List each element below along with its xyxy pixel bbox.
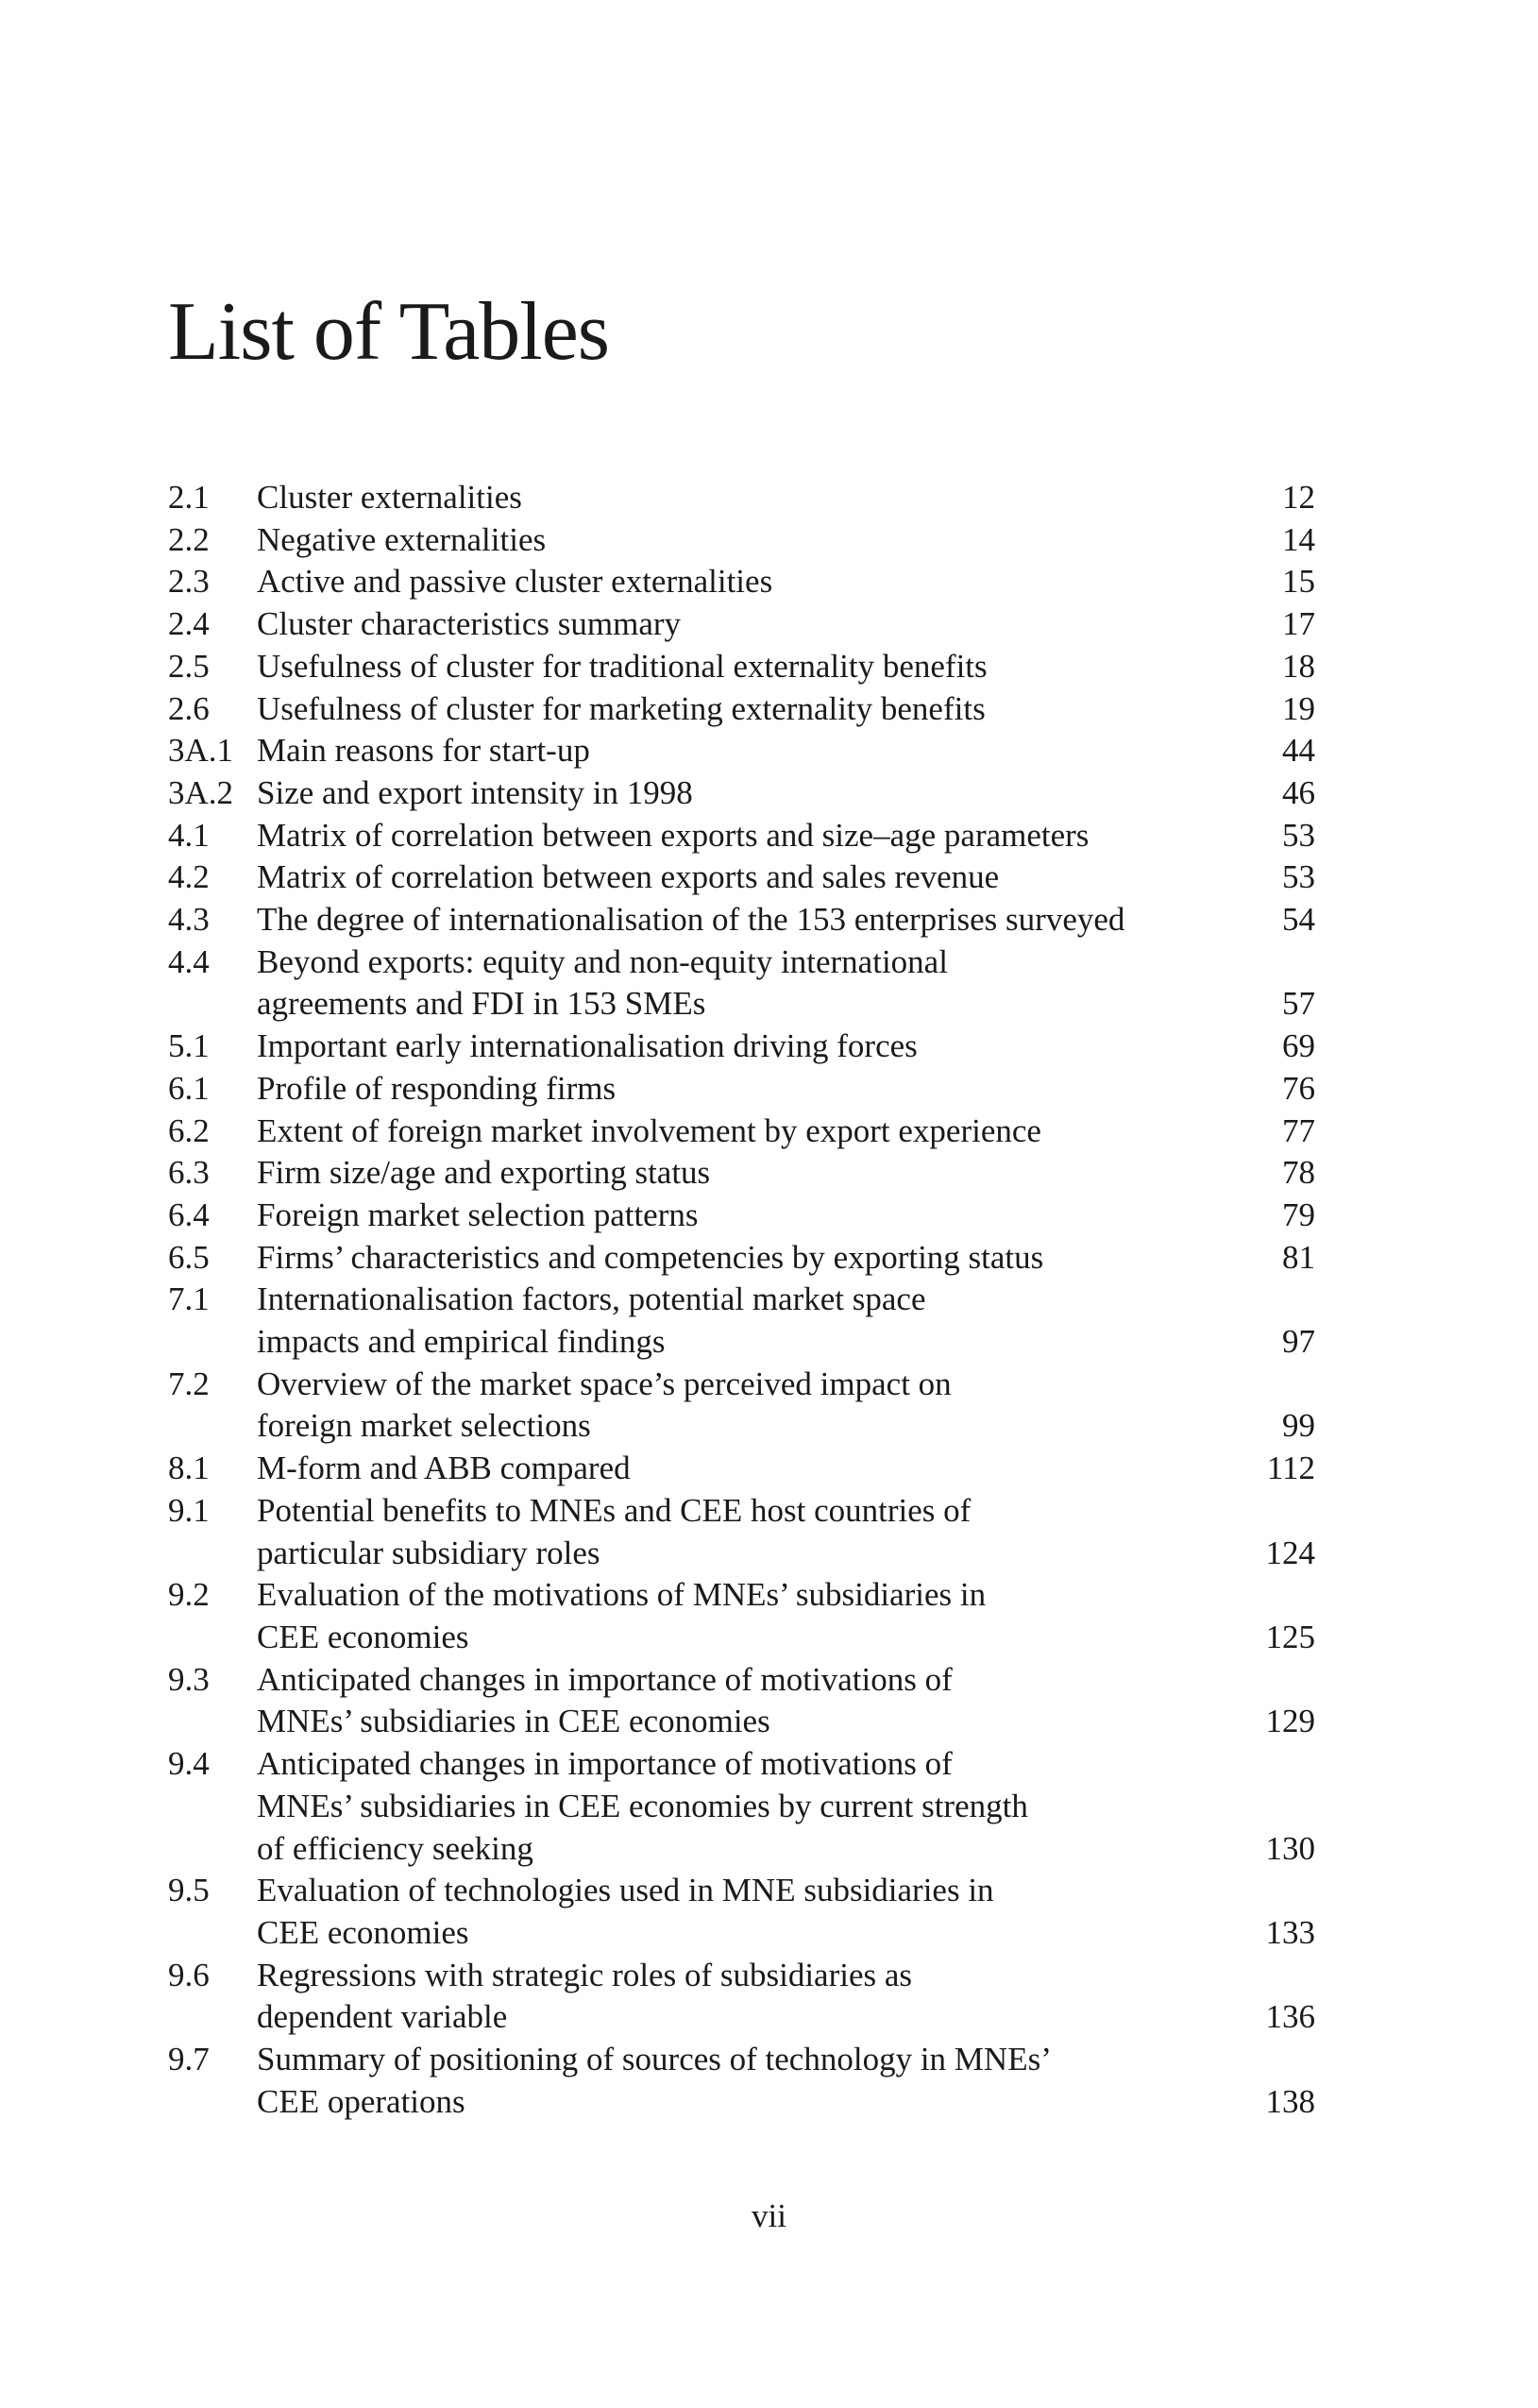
table-entry <box>168 1152 1315 1195</box>
table-number: 9.2 <box>168 1576 210 1614</box>
table-list <box>168 477 1315 2123</box>
table-title-line: Profile of responding firms <box>257 1069 617 1107</box>
table-title-line: Regressions with strategic roles of subsidiaries as <box>257 1956 913 1993</box>
table-title <box>257 1152 1192 1195</box>
table-title-line: Evaluation of the motivations of MNEs’ subsidiaries in <box>257 1576 987 1614</box>
table-page-number: 14 <box>1282 520 1315 558</box>
table-title <box>257 2039 1192 2123</box>
table-title-line: Negative externalities <box>257 520 547 558</box>
table-entry <box>168 603 1315 646</box>
table-entry <box>168 772 1315 815</box>
table-title-line: agreements and FDI in 153 SMEs <box>257 985 706 1023</box>
table-page-number: 79 <box>1282 1196 1315 1233</box>
table-entry <box>168 899 1315 941</box>
table-number: 6.2 <box>168 1111 210 1149</box>
table-title <box>257 1448 1192 1490</box>
table-title-line: foreign market selections <box>257 1407 591 1445</box>
table-entry <box>168 730 1315 772</box>
table-title <box>257 1195 1192 1237</box>
table-title <box>257 1026 1192 1068</box>
table-number: 3A.2 <box>168 773 234 811</box>
table-page-number: 57 <box>1282 985 1315 1023</box>
table-entry <box>168 815 1315 857</box>
table-entry <box>168 477 1315 519</box>
table-entry <box>168 1111 1315 1153</box>
table-title <box>257 477 1192 519</box>
table-title <box>257 561 1192 603</box>
table-title <box>257 1743 1192 1870</box>
table-title-line: Matrix of correlation between exports and size–age parameters <box>257 816 1090 854</box>
table-title-line: CEE economies <box>257 1618 469 1655</box>
table-title-line: particular subsidiary roles <box>257 1534 600 1571</box>
table-number: 2.2 <box>168 520 210 558</box>
table-title-line: Internationalisation factors, potential market space <box>257 1280 926 1318</box>
table-title-line: impacts and empirical findings <box>257 1323 666 1361</box>
table-page-number: 76 <box>1282 1069 1315 1107</box>
table-number: 9.4 <box>168 1745 210 1783</box>
table-title <box>257 646 1192 688</box>
table-entry <box>168 646 1315 688</box>
table-title-line: Cluster characteristics summary <box>257 605 682 643</box>
table-title-line: Active and passive cluster externalities <box>257 563 773 601</box>
table-entry <box>168 1279 1315 1363</box>
table-number: 6.5 <box>168 1238 210 1276</box>
table-title <box>257 815 1192 857</box>
table-entry <box>168 561 1315 603</box>
table-title <box>257 688 1192 731</box>
table-title-line: Firm size/age and exporting status <box>257 1154 711 1192</box>
table-title-line: Cluster externalities <box>257 479 522 516</box>
table-entry <box>168 1026 1315 1068</box>
table-title <box>257 1237 1192 1280</box>
table-number: 2.3 <box>168 563 210 601</box>
table-page-number: 77 <box>1282 1111 1315 1149</box>
table-entry <box>168 1574 1315 1658</box>
table-number: 4.4 <box>168 942 210 980</box>
table-number: 2.6 <box>168 689 210 727</box>
table-page-number: 53 <box>1282 858 1315 896</box>
table-title-line: Beyond exports: equity and non-equity international <box>257 942 948 980</box>
table-entry <box>168 941 1315 1026</box>
table-page-number: 129 <box>1265 1703 1315 1740</box>
table-number: 5.1 <box>168 1027 210 1065</box>
table-number: 9.1 <box>168 1491 210 1529</box>
table-page-number: 138 <box>1265 2082 1315 2120</box>
table-entry <box>168 1955 1315 2039</box>
table-title <box>257 1574 1192 1658</box>
table-entry <box>168 1490 1315 1574</box>
table-page-number: 133 <box>1265 1913 1315 1951</box>
table-title <box>257 1490 1192 1574</box>
table-number: 4.2 <box>168 858 210 896</box>
table-title <box>257 1870 1192 1954</box>
page-number: vii <box>752 2197 786 2234</box>
table-entry <box>168 1195 1315 1237</box>
table-title-line: Usefulness of cluster for traditional externality benefits <box>257 647 988 685</box>
table-number: 6.3 <box>168 1154 210 1192</box>
table-page-number: 19 <box>1282 689 1315 727</box>
table-number: 2.5 <box>168 647 210 685</box>
table-title <box>257 772 1192 815</box>
table-page-number: 99 <box>1282 1407 1315 1445</box>
page-title: List of Tables <box>168 286 610 378</box>
table-title-line: Main reasons for start-up <box>257 732 590 770</box>
table-page-number: 44 <box>1282 732 1315 770</box>
table-title-line: The degree of internationalisation of the 153 enterprises surveyed <box>257 901 1125 939</box>
table-title-line: CEE economies <box>257 1913 469 1951</box>
table-page-number: 136 <box>1265 1998 1315 2036</box>
table-title-line: Anticipated changes in importance of motivations of <box>257 1660 953 1698</box>
table-number: 9.5 <box>168 1872 210 1909</box>
table-page-number: 46 <box>1282 773 1315 811</box>
table-number: 9.3 <box>168 1660 210 1698</box>
table-entry <box>168 1743 1315 1870</box>
table-title-line: Evaluation of technologies used in MNE subsidiaries in <box>257 1872 994 1909</box>
table-title <box>257 1068 1192 1111</box>
table-entry <box>168 1237 1315 1280</box>
table-page-number: 69 <box>1282 1027 1315 1065</box>
table-title-line: Summary of positioning of sources of technology in MNEs’ <box>257 2041 1052 2078</box>
table-number: 4.3 <box>168 901 210 939</box>
table-entry <box>168 2039 1315 2123</box>
table-title-line: Important early internationalisation driving forces <box>257 1027 918 1065</box>
table-title-line: of efficiency seeking <box>257 1829 533 1867</box>
table-page-number: 125 <box>1265 1618 1315 1655</box>
table-title-line: dependent variable <box>257 1998 508 2036</box>
table-page-number: 112 <box>1266 1450 1315 1487</box>
table-title <box>257 899 1192 941</box>
table-entry <box>168 519 1315 562</box>
table-title <box>257 941 1192 1026</box>
table-page-number: 17 <box>1282 605 1315 643</box>
table-title <box>257 1955 1192 2039</box>
table-number: 6.1 <box>168 1069 210 1107</box>
table-title-line: Overview of the market space’s perceived impact on <box>257 1365 952 1402</box>
table-entry <box>168 1068 1315 1111</box>
table-page-number: 124 <box>1265 1534 1315 1571</box>
table-number: 9.6 <box>168 1956 210 1993</box>
table-entry <box>168 856 1315 899</box>
table-title-line: MNEs’ subsidiaries in CEE economies <box>257 1703 770 1740</box>
table-page-number: 130 <box>1265 1829 1315 1867</box>
table-entry <box>168 688 1315 731</box>
table-page-number: 81 <box>1282 1238 1315 1276</box>
table-page-number: 12 <box>1282 479 1315 516</box>
table-page-number: 18 <box>1282 647 1315 685</box>
table-title-line: Size and export intensity in 1998 <box>257 773 693 811</box>
table-title-line: MNEs’ subsidiaries in CEE economies by current strength <box>257 1787 1028 1824</box>
table-title <box>257 603 1192 646</box>
table-title <box>257 1279 1192 1363</box>
table-number: 4.1 <box>168 816 210 854</box>
table-page-number: 78 <box>1282 1154 1315 1192</box>
table-title-line: Usefulness of cluster for marketing externality benefits <box>257 689 986 727</box>
table-entry <box>168 1448 1315 1490</box>
table-title-line: Matrix of correlation between exports and sales revenue <box>257 858 1000 896</box>
table-title-line: Firms’ characteristics and competencies by exporting status <box>257 1238 1044 1276</box>
table-number: 7.1 <box>168 1280 210 1318</box>
table-number: 8.1 <box>168 1450 210 1487</box>
table-page-number: 15 <box>1282 563 1315 601</box>
table-entry <box>168 1870 1315 1954</box>
table-number: 2.4 <box>168 605 210 643</box>
table-number: 7.2 <box>168 1365 210 1402</box>
table-title <box>257 730 1192 772</box>
table-number: 9.7 <box>168 2041 210 2078</box>
table-page-number: 97 <box>1282 1323 1315 1361</box>
table-title-line: Anticipated changes in importance of motivations of <box>257 1745 953 1783</box>
table-page-number: 54 <box>1282 901 1315 939</box>
table-title-line: Foreign market selection patterns <box>257 1196 699 1233</box>
table-title-line: M-form and ABB compared <box>257 1450 631 1487</box>
table-entry <box>168 1659 1315 1743</box>
table-title <box>257 1364 1192 1448</box>
table-title-line: Potential benefits to MNEs and CEE host countries of <box>257 1491 972 1529</box>
table-number: 2.1 <box>168 479 210 516</box>
table-entry <box>168 1364 1315 1448</box>
table-number: 3A.1 <box>168 732 234 770</box>
table-title <box>257 519 1192 562</box>
table-number: 6.4 <box>168 1196 210 1233</box>
table-page-number: 53 <box>1282 816 1315 854</box>
table-title-line: Extent of foreign market involvement by export experience <box>257 1111 1041 1149</box>
table-title-line: CEE operations <box>257 2082 465 2120</box>
table-title <box>257 1659 1192 1743</box>
table-title <box>257 1111 1192 1153</box>
table-title <box>257 856 1192 899</box>
